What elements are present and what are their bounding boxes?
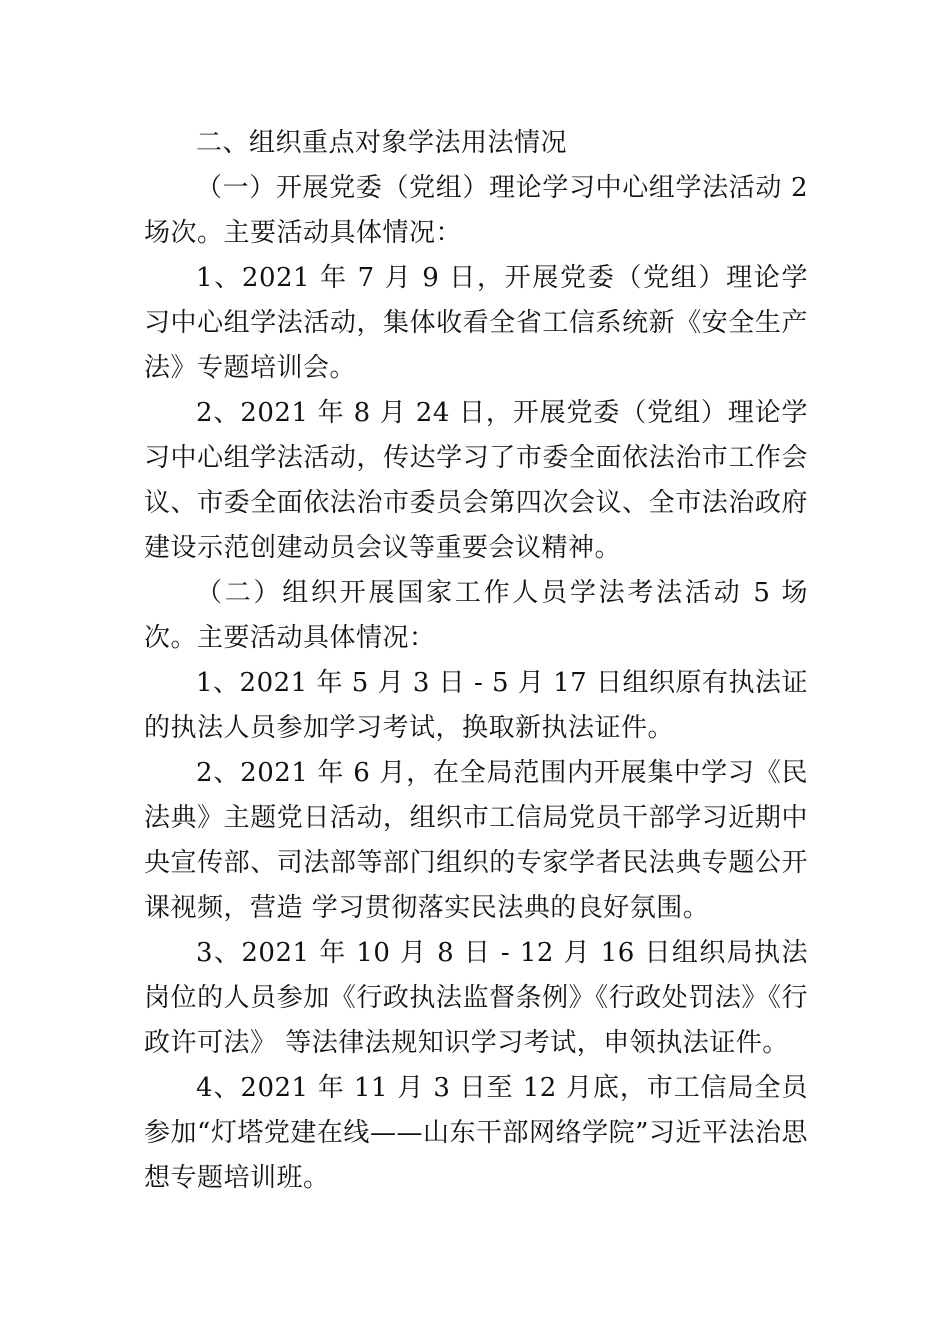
list-item: 4、2021 年 11 月 3 日至 12 月底，市工信局全员参加“灯塔党建在线——山东干部网络学院”习近平法治思想专题培训班。 — [144, 1073, 808, 1193]
list-item: 1、2021 年 7 月 9 日，开展党委（党组）理论学习中心组学法活动，集体收看全省工信系统新《安全生产法》专题培训会。 — [144, 263, 808, 383]
list-item: 2、2021 年 6 月，在全局范围内开展集中学习《民法典》主题党日活动，组织市工信局党员干部学习近期中央宣传部、司法部等部门组织的专家学者民法典专题公开课视频，营造 学习贯彻落实民法典的良好氛围。 — [144, 758, 808, 923]
list-item: 2、2021 年 8 月 24 日，开展党委（党组）理论学习中心组学法活动，传达学习了市委全面依法治市工作会议、市委全面依法治市委员会第四次会议、全市法治政府建设示范创建动员会议等重要会议精神。 — [144, 398, 808, 563]
list-item: 1、2021 年 5 月 3 日 - 5 月 17 日组织原有执法证的执法人员参加学习考试，换取新执法证件。 — [144, 668, 808, 743]
subsection-heading: （一）开展党委（党组）理论学习中心组学法活动 2 场次。主要活动具体情况： — [144, 173, 808, 248]
subsection-heading: （二）组织开展国家工作人员学法考法活动 5 场次。主要活动具体情况： — [144, 578, 808, 653]
section-heading: 二、组织重点对象学法用法情况 — [196, 128, 568, 158]
document-body — [144, 121, 808, 1201]
list-item: 3、2021 年 10 月 8 日 - 12 月 16 日组织局执法岗位的人员参加《行政执法监督条例》《行政处罚法》《行政许可法》 等法律法规知识学习考试，申领执法证件。 — [144, 938, 808, 1058]
